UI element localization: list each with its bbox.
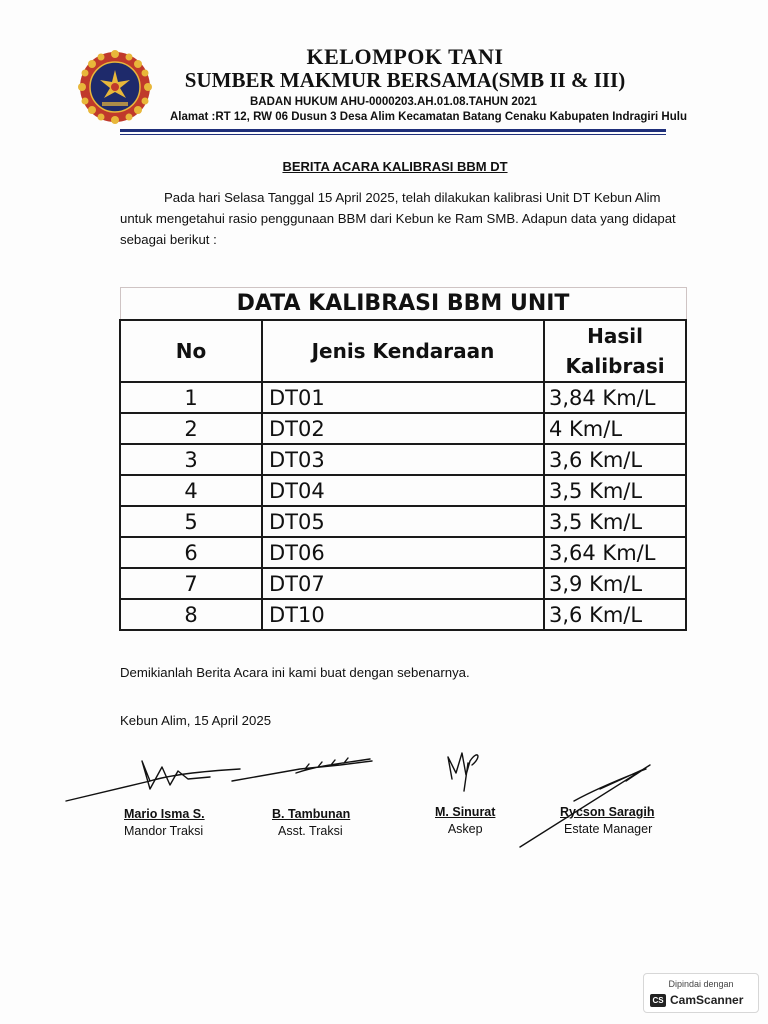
table-title: DATA KALIBRASI BBM UNIT	[120, 288, 686, 321]
scanner-brand: CamScanner	[670, 993, 744, 1007]
table-row	[120, 506, 686, 537]
row-no: 8	[120, 599, 262, 630]
closing-statement: Demikianlah Berita Acara ini kami buat dengan sebenarnya.	[120, 665, 470, 680]
signatory-tambunan	[272, 807, 350, 838]
signatory-saragih	[560, 805, 654, 836]
organization-address: Alamat :RT 12, RW 06 Dusun 3 Desa Alim Kecamatan Batang Cenaku Kabupaten Indragiri Hulu	[170, 111, 687, 123]
signatory-name: Mario Isma S.	[124, 807, 205, 821]
table-row	[120, 599, 686, 630]
result-header-line2: Kalibrasi	[565, 354, 665, 378]
table-row	[120, 444, 686, 475]
table-row	[120, 382, 686, 413]
letterhead-divider-thin	[120, 134, 666, 135]
intro-paragraph	[120, 187, 690, 250]
signature-mario	[66, 761, 210, 801]
row-no: 1	[120, 382, 262, 413]
signatory-role: Estate Manager	[564, 822, 653, 836]
row-result: 3,5 Km/L	[544, 506, 686, 537]
row-result: 3,6 Km/L	[544, 599, 686, 630]
letterhead-divider	[120, 129, 666, 132]
row-unit: DT01	[262, 382, 544, 413]
table-row	[120, 413, 686, 444]
row-result: 3,64 Km/L	[544, 537, 686, 568]
row-no: 3	[120, 444, 262, 475]
row-no: 4	[120, 475, 262, 506]
signature-strokes	[0, 735, 768, 855]
row-unit: DT04	[262, 475, 544, 506]
camscanner-badge	[643, 973, 759, 1013]
signatory-name: B. Tambunan	[272, 807, 351, 821]
row-result: 3,6 Km/L	[544, 444, 686, 475]
signatory-name: Rycson Saragih	[560, 805, 655, 819]
row-result: 3,5 Km/L	[544, 475, 686, 506]
organization-subname: SUMBER MAKMUR BERSAMA(SMB II & III)	[184, 68, 626, 92]
signatory-role: Askep	[447, 822, 483, 836]
row-unit: DT06	[262, 537, 544, 568]
row-unit: DT05	[262, 506, 544, 537]
column-header-vehicle: Jenis Kendaraan	[262, 320, 544, 382]
organization-name: KELOMPOK TANI	[306, 44, 504, 69]
table-row	[120, 537, 686, 568]
row-unit: DT07	[262, 568, 544, 599]
signatory-name: M. Sinurat	[435, 805, 496, 819]
camscanner-icon: CS	[650, 994, 666, 1007]
row-no: 2	[120, 413, 262, 444]
signatory-mario	[124, 807, 205, 838]
result-header-line1: Hasil	[587, 324, 643, 348]
column-header-result	[544, 320, 686, 382]
signature-sinurat	[448, 753, 478, 791]
intro-paragraph-text: Pada hari Selasa Tanggal 15 April 2025, telah dilakukan kalibrasi Unit DT Kebun Alim untuk mengetahui rasio penggunaan BBM dari Kebun ke Ram SMB. Adapun data yang didapat sebagai berikut :	[120, 190, 676, 247]
row-result: 3,9 Km/L	[544, 568, 686, 599]
row-unit: DT03	[262, 444, 544, 475]
scanner-caption: Dipindai dengan	[668, 979, 734, 989]
organization-logo	[78, 50, 152, 124]
signature-tambunan	[232, 758, 372, 781]
row-result: 3,84 Km/L	[544, 382, 686, 413]
calibration-table	[119, 287, 687, 631]
column-header-no: No	[120, 320, 262, 382]
signatory-sinurat	[435, 805, 495, 836]
row-unit: DT10	[262, 599, 544, 630]
row-unit: DT02	[262, 413, 544, 444]
sun-emblem-logo	[78, 50, 152, 124]
legal-entity-number: BADAN HUKUM AHU-0000203.AH.01.08.TAHUN 2021	[250, 96, 537, 108]
table-row	[120, 475, 686, 506]
table-row	[120, 568, 686, 599]
row-no: 5	[120, 506, 262, 537]
place-and-date: Kebun Alim, 15 April 2025	[120, 713, 272, 728]
document-title: BERITA ACARA KALIBRASI BBM DT	[282, 159, 508, 174]
row-no: 6	[120, 537, 262, 568]
row-result: 4 Km/L	[544, 413, 686, 444]
row-no: 7	[120, 568, 262, 599]
signatory-role: Asst. Traksi	[278, 824, 343, 838]
signatory-role: Mandor Traksi	[124, 824, 204, 838]
